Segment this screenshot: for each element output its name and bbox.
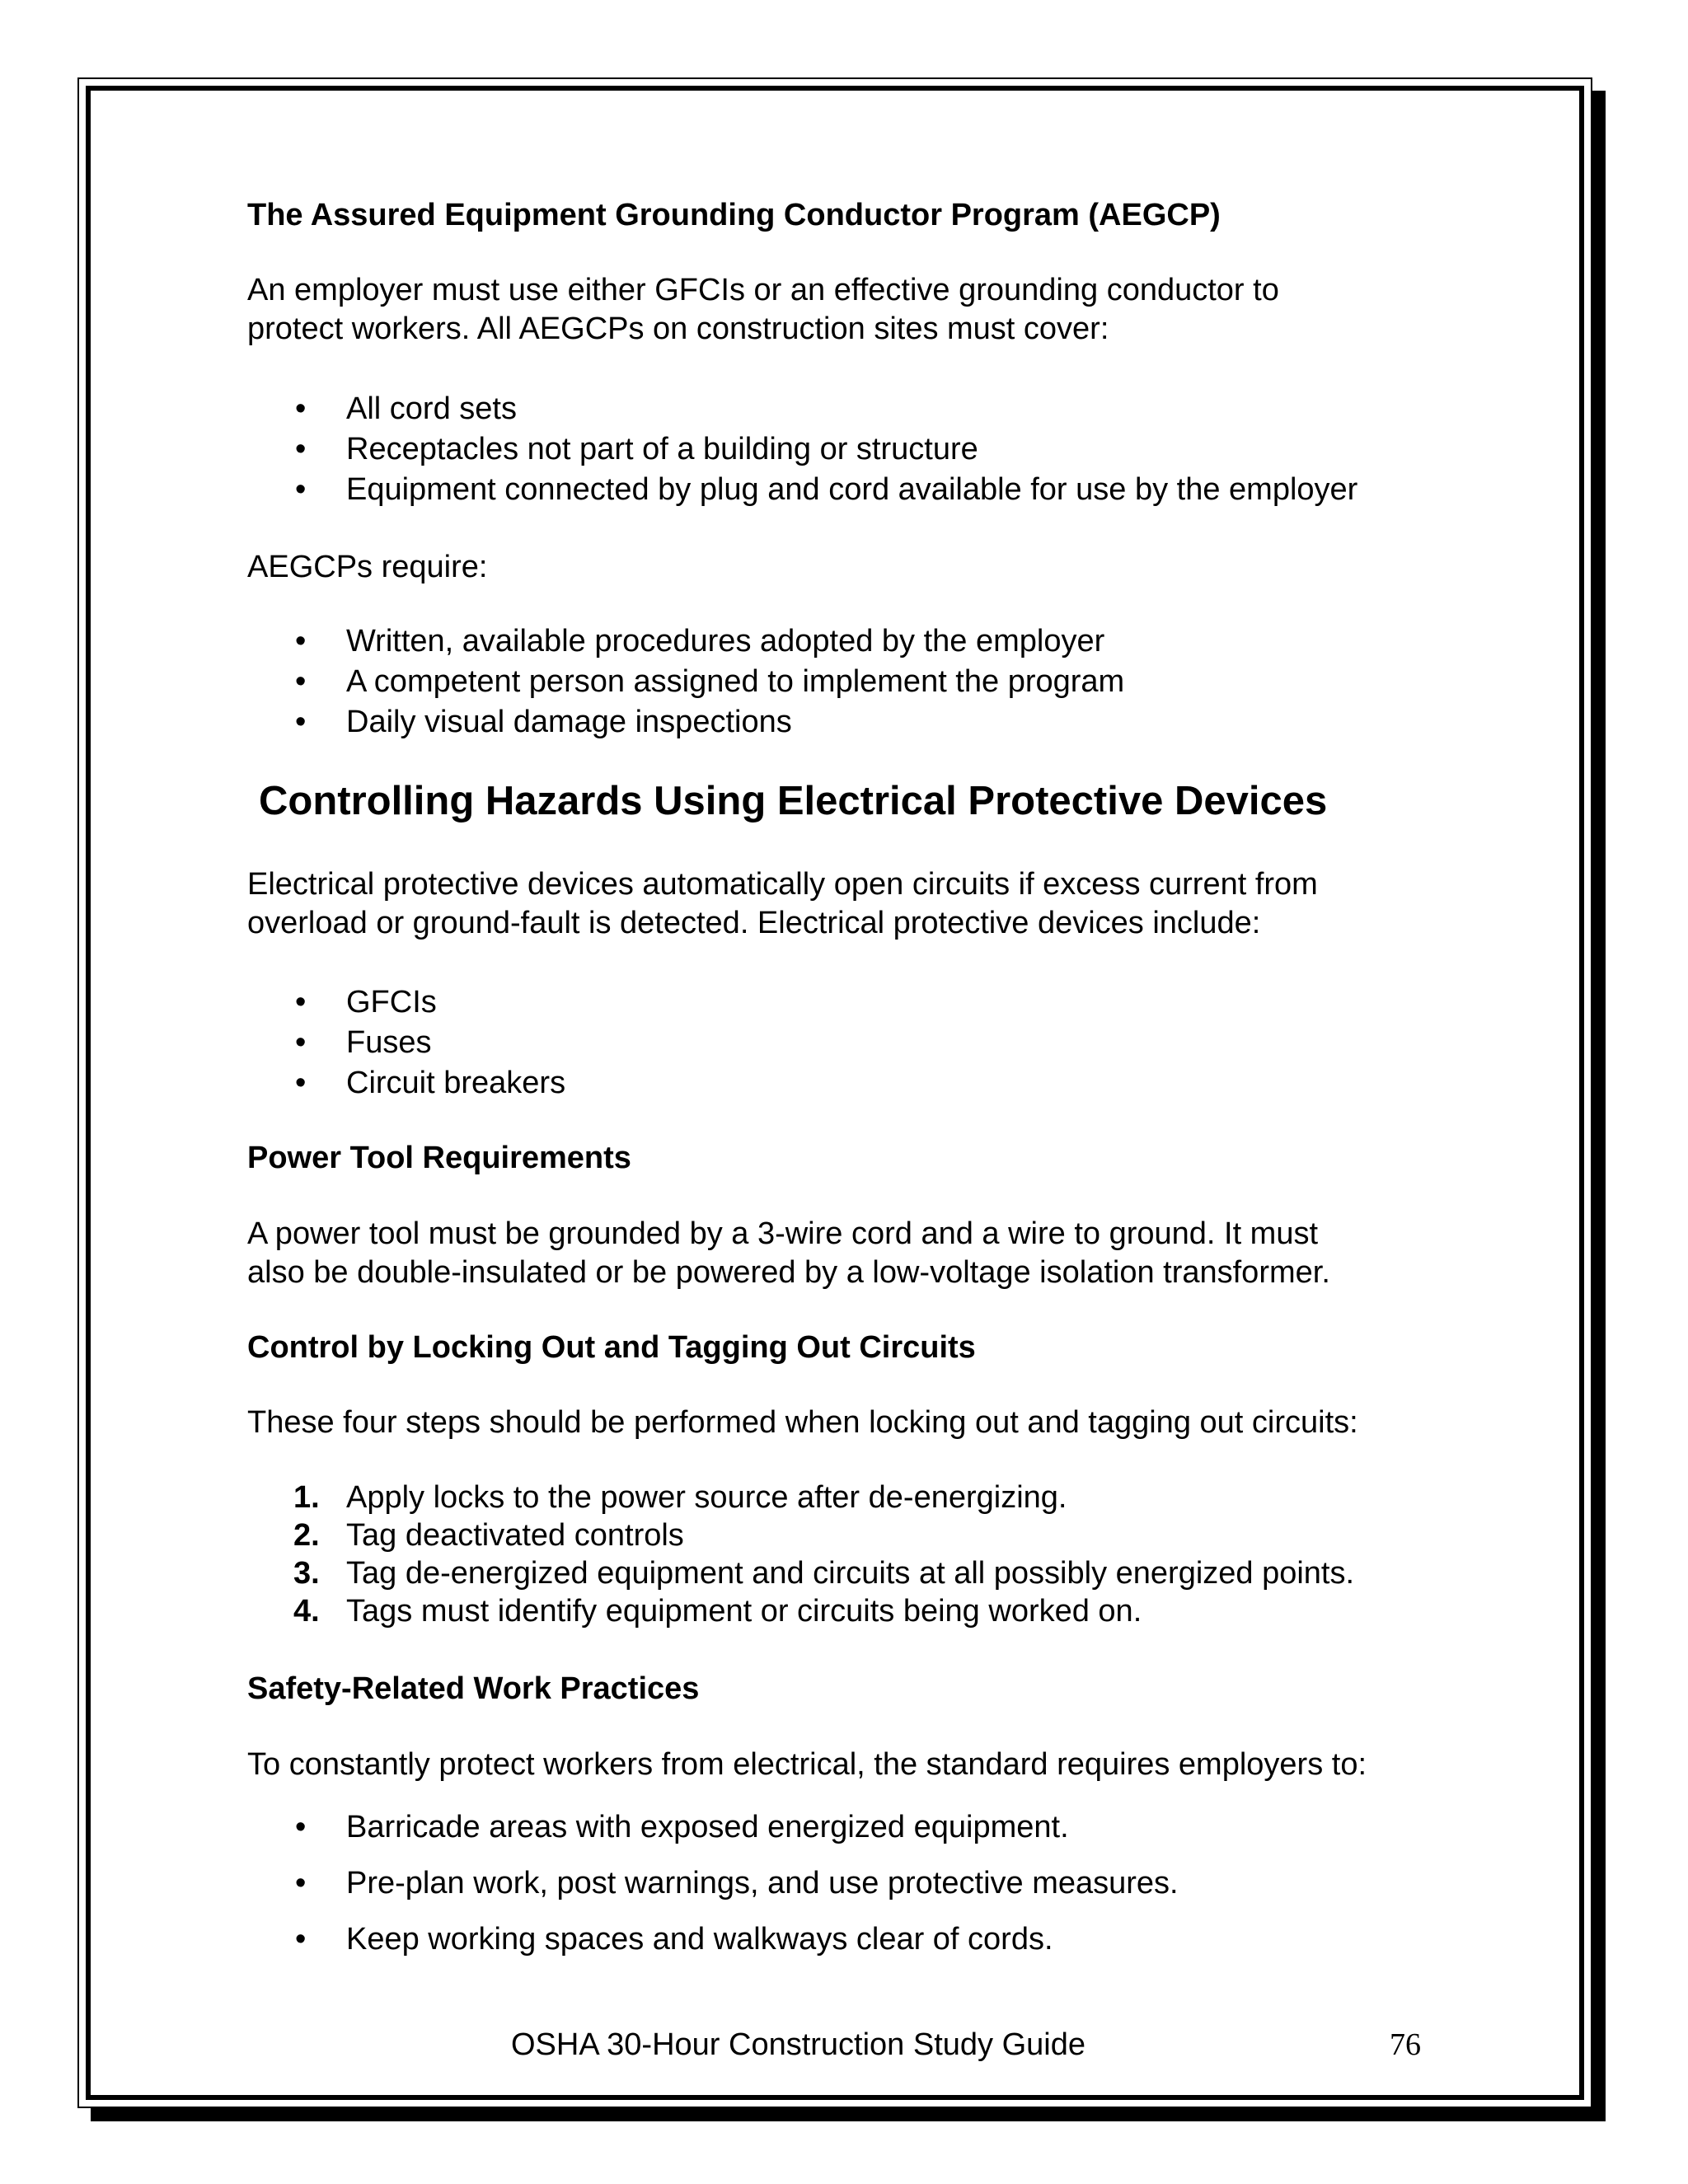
safety-practices-heading: Safety-Related Work Practices <box>247 1671 700 1706</box>
step-number: 4. <box>293 1594 320 1629</box>
power-tool-text-line-2: also be double-insulated or be powered by a low-voltage isolation transformer. <box>247 1255 1330 1290</box>
page-number: 76 <box>1390 2027 1421 2062</box>
list-item: 1. Apply locks to the power source after de-energizing. <box>293 1480 1067 1515</box>
bullet-icon: • <box>295 391 307 426</box>
aegcp-intro <box>247 271 1459 349</box>
lockout-intro: These four steps should be performed when locking out and tagging out circuits: <box>247 1405 1358 1440</box>
power-tool-text <box>247 1215 1459 1292</box>
power-tool-heading: Power Tool Requirements <box>247 1141 631 1175</box>
aegcp-intro-line-2: protect workers. All AEGCPs on construction sites must cover: <box>247 312 1109 346</box>
aegcp-intro-line-1: An employer must use either GFCIs or an effective grounding conductor to <box>247 273 1279 307</box>
list-item: • Keep working spaces and walkways clear of cords. <box>247 1911 1179 1967</box>
bullet-icon: • <box>295 472 307 507</box>
bullet-icon: • <box>295 1922 307 1957</box>
bullet-icon: • <box>295 432 307 466</box>
bullet-icon: • <box>295 1025 307 1060</box>
footer-title: OSHA 30-Hour Construction Study Guide <box>511 2027 1086 2062</box>
bullet-icon: • <box>295 985 307 1019</box>
list-item: • Fuses <box>247 1023 565 1063</box>
protective-devices-list <box>247 982 565 1104</box>
lockout-steps-list <box>247 1479 1354 1630</box>
list-item: 3. Tag de-energized equipment and circuits at all possibly energized points. <box>293 1556 1355 1591</box>
lockout-heading: Control by Locking Out and Tagging Out Circuits <box>247 1330 976 1365</box>
aegcp-require-label: AEGCPs require: <box>247 550 488 584</box>
bullet-icon: • <box>295 624 307 658</box>
protective-devices-intro-line-2: overload or ground-fault is detected. Electrical protective devices include: <box>247 906 1261 940</box>
bullet-icon: • <box>295 1866 307 1900</box>
list-item: • All cord sets <box>247 389 1357 429</box>
list-item: • A competent person assigned to implement the program <box>247 662 1124 702</box>
safety-practices-intro: To constantly protect workers from electrical, the standard requires employers to: <box>247 1747 1367 1782</box>
bullet-icon: • <box>295 1066 307 1100</box>
list-item: • Daily visual damage inspections <box>247 702 1124 743</box>
safety-practices-list <box>247 1799 1179 1967</box>
step-number: 3. <box>293 1556 320 1591</box>
protective-devices-intro <box>247 865 1459 943</box>
list-item: • Written, available procedures adopted by the employer <box>247 621 1124 662</box>
step-number: 2. <box>293 1518 320 1553</box>
list-item: • Barricade areas with exposed energized equipment. <box>247 1799 1179 1855</box>
bullet-icon: • <box>295 1810 307 1844</box>
list-item: 4. Tags must identify equipment or circuits being worked on. <box>293 1594 1142 1629</box>
aegcp-require-list <box>247 621 1124 743</box>
list-item: • Pre-plan work, post warnings, and use protective measures. <box>247 1855 1179 1911</box>
section-title: Controlling Hazards Using Electrical Protective Devices <box>259 779 1328 823</box>
aegcp-cover-list <box>247 389 1357 510</box>
power-tool-text-line-1: A power tool must be grounded by a 3-wire cord and a wire to ground. It must <box>247 1216 1319 1251</box>
bullet-icon: • <box>295 705 307 739</box>
list-item: • Receptacles not part of a building or structure <box>247 429 1357 470</box>
aegcp-heading: The Assured Equipment Grounding Conductor Program (AEGCP) <box>247 198 1221 232</box>
list-item: 2. Tag deactivated controls <box>293 1518 684 1553</box>
list-item: • Equipment connected by plug and cord available for use by the employer <box>247 470 1357 510</box>
step-number: 1. <box>293 1480 320 1515</box>
list-item: • GFCIs <box>247 982 565 1023</box>
protective-devices-intro-line-1: Electrical protective devices automatically open circuits if excess current from <box>247 867 1318 902</box>
bullet-icon: • <box>295 664 307 699</box>
list-item: • Circuit breakers <box>247 1063 565 1104</box>
